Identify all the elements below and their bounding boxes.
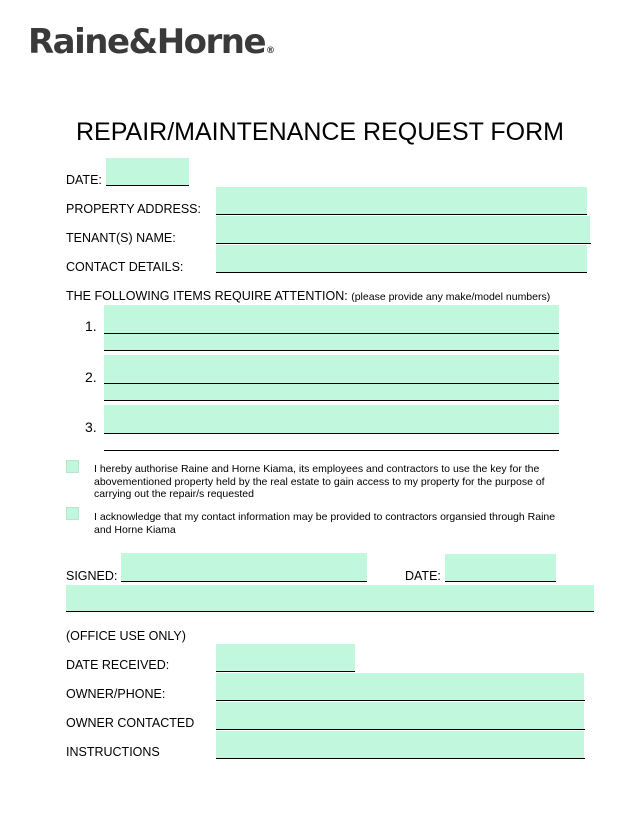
form-title: REPAIR/MAINTENANCE REQUEST FORM [75, 118, 564, 146]
date-underline [106, 185, 189, 186]
date-received-underline [216, 671, 355, 672]
owner-phone-underline [216, 700, 585, 701]
office-use-heading: (OFFICE USE ONLY) [66, 629, 186, 643]
item-2-underline2 [104, 400, 559, 401]
tenant-name-underline [216, 243, 591, 244]
item-1-number: 1. [85, 318, 97, 334]
tenant-name-field[interactable] [216, 216, 590, 243]
item-3-number: 3. [85, 419, 97, 435]
property-address-field[interactable] [216, 187, 587, 214]
item-2-field-line1[interactable] [104, 355, 559, 383]
date-received-label: DATE RECEIVED: [66, 658, 170, 672]
brand-logo [28, 22, 275, 62]
date-label: DATE: [66, 173, 102, 187]
item-2-field-line2[interactable] [104, 384, 559, 400]
item-3-field[interactable] [104, 405, 559, 433]
item-1-field-line1[interactable] [104, 305, 559, 333]
items-heading [66, 289, 550, 303]
date-field[interactable] [106, 158, 189, 185]
contact-details-label: CONTACT DETAILS: [66, 260, 184, 274]
signed-date-label: DATE: [405, 569, 441, 583]
owner-phone-field[interactable] [216, 673, 584, 700]
item-3-underline2 [104, 450, 559, 451]
section-divider [66, 611, 594, 612]
signature-underline [121, 581, 367, 582]
item-1-underline2 [104, 350, 559, 351]
tenant-name-label: TENANT(S) NAME: [66, 231, 176, 245]
authorise-checkbox[interactable] [66, 460, 79, 473]
item-2-number: 2. [85, 369, 97, 385]
signed-date-field[interactable] [445, 554, 556, 581]
contact-details-underline [216, 272, 587, 273]
instructions-underline [216, 758, 585, 759]
acknowledge-checkbox[interactable] [66, 507, 79, 520]
owner-contacted-label: OWNER CONTACTED [66, 716, 195, 730]
property-address-label: PROPERTY ADDRESS: [66, 202, 201, 216]
signed-date-underline [445, 581, 556, 582]
owner-phone-label: OWNER/PHONE: [66, 687, 166, 701]
brand-name: Raine&Horne [28, 22, 266, 62]
date-received-field[interactable] [216, 644, 355, 671]
items-heading-note: (please provide any make/model numbers) [351, 291, 551, 303]
acknowledge-text: I acknowledge that my contact information may be provided to contractors organsied through Raine and Horne Kiama [94, 511, 556, 536]
property-address-underline [216, 214, 587, 215]
owner-contacted-underline [216, 729, 585, 730]
owner-contacted-field[interactable] [216, 702, 584, 729]
signed-label: SIGNED: [66, 569, 118, 583]
signature-extra-field[interactable] [66, 585, 594, 611]
items-heading-text: THE FOLLOWING ITEMS REQUIRE ATTENTION: [66, 289, 348, 303]
signature-field[interactable] [121, 553, 367, 581]
item-3-underline1 [104, 433, 559, 434]
instructions-label: INSTRUCTIONS [66, 745, 160, 759]
contact-details-field[interactable] [216, 245, 587, 272]
instructions-field[interactable] [216, 731, 584, 758]
registered-mark: ® [266, 46, 276, 56]
item-1-field-line2[interactable] [104, 334, 559, 350]
authorise-text: I hereby authorise Raine and Horne Kiama, its employees and contractors to use the key for the abovementioned property held by the real estate to gain access to my property for the purpose of carrying out the repair/s requested [94, 463, 545, 500]
